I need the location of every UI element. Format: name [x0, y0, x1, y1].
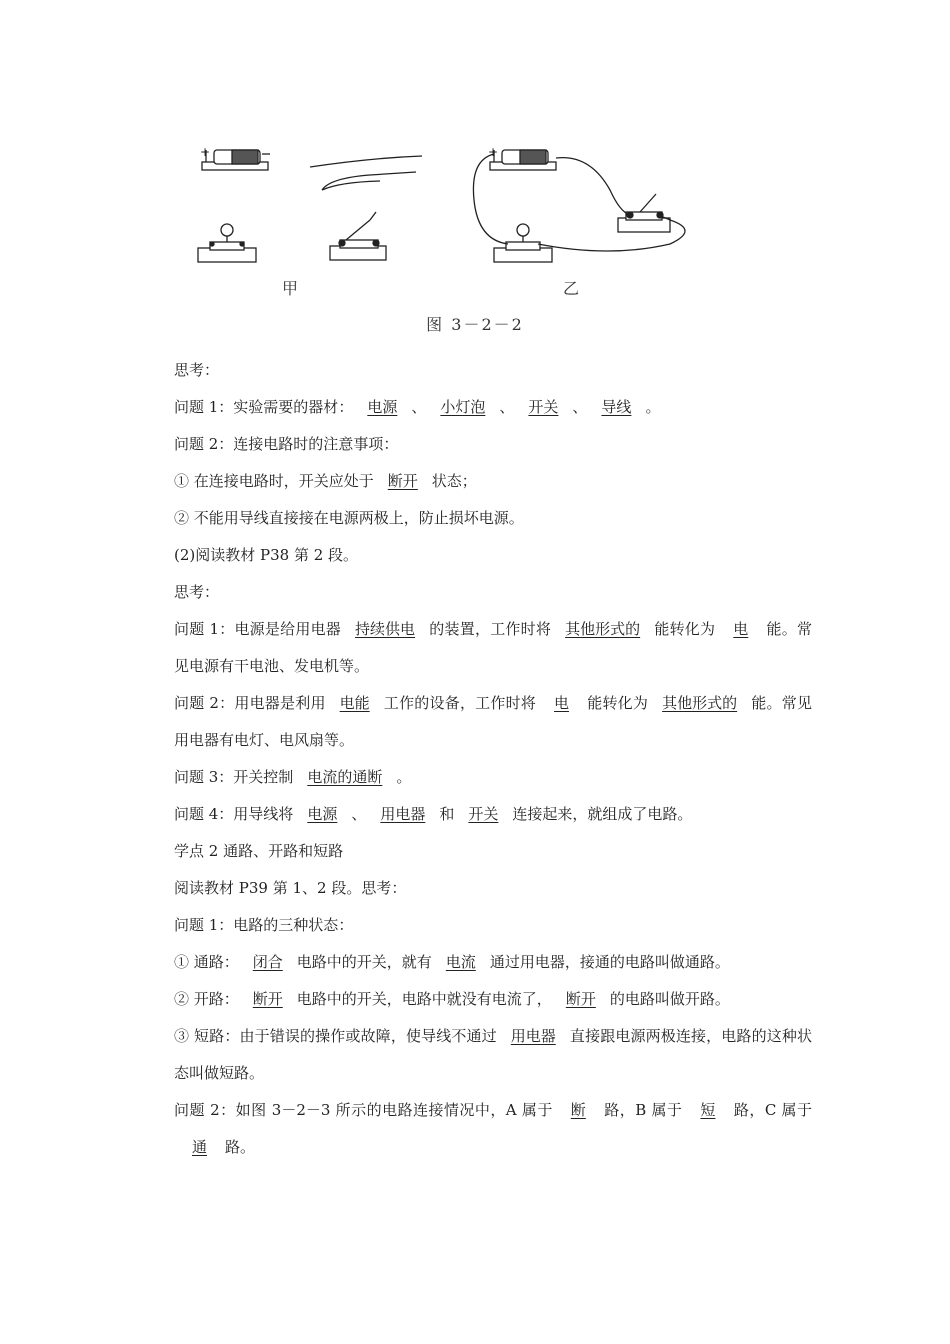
answer-blank: 断开: [565, 990, 596, 1008]
line-text: 问题 2：如图 3－2－3 所示的电路连接情况中，A 属于: [174, 1101, 553, 1119]
text-line: [140, 759, 812, 796]
line-text: 电路中的开关，就有: [296, 953, 432, 971]
text-line: [140, 1092, 812, 1166]
line-text: 能。常见电源有干电池、发电机等。: [174, 620, 812, 675]
text-line: [140, 833, 812, 870]
figure-label-right: 乙: [563, 279, 580, 298]
answer-blank: 开关: [468, 805, 499, 823]
switch-icon: [330, 212, 386, 260]
figure-label-left: 甲: [282, 279, 299, 298]
line-text: 连接起来，就组成了电路。: [512, 805, 693, 823]
line-text: 能转化为: [587, 694, 649, 712]
line-text: 状态；: [431, 472, 477, 490]
answer-blank: 电流的通断: [307, 768, 383, 786]
line-text: 学点 2 通路、开路和短路: [174, 842, 344, 860]
answer-blank: 电流: [445, 953, 476, 971]
line-text: 阅读教材 P39 第 1、2 段。思考：: [174, 879, 407, 897]
line-text: 问题 1：实验需要的器材：: [174, 398, 354, 416]
answer-blank: 电源: [367, 398, 398, 416]
text-line: [140, 574, 812, 611]
line-text: 能。常见用电器有电灯、电风扇等。: [174, 694, 812, 749]
answer-blank: 其他形式的: [565, 620, 641, 638]
battery-icon: [200, 145, 270, 170]
answer-blank: 断开: [387, 472, 418, 490]
answer-blank: 开关: [528, 398, 559, 416]
line-text: 。: [645, 398, 661, 416]
line-text: 问题 2：连接电路时的注意事项：: [174, 435, 399, 453]
text-line: [140, 1018, 812, 1092]
line-text: ① 通路：: [174, 953, 239, 971]
line-text: 能转化为: [654, 620, 716, 638]
answer-blank: 电: [733, 620, 749, 638]
text-line: [140, 796, 812, 833]
answer-blank: 电能: [339, 694, 370, 712]
line-text: 。: [396, 768, 412, 786]
line-text: 问题 1：电源是给用电器: [174, 620, 342, 638]
text-line: [140, 685, 812, 759]
answer-blank: 导线: [601, 398, 632, 416]
line-text: 思考：: [174, 583, 220, 601]
svg-text:+: +: [200, 145, 211, 159]
answer-blank: 其他形式的: [662, 694, 738, 712]
line-text: 思考：: [174, 361, 220, 379]
answer-blank: 小灯泡: [440, 398, 486, 416]
line-text: 工作的设备，工作时将: [383, 694, 537, 712]
line-text: ② 不能用导线直接接在电源两极上，防止损坏电源。: [174, 509, 524, 527]
circuit-figure: [190, 140, 710, 340]
answer-blank: 持续供电: [355, 620, 416, 638]
line-text: 、: [351, 805, 367, 823]
text-line: [140, 907, 812, 944]
worksheet-body: [140, 352, 812, 1166]
battery-icon: [488, 145, 556, 170]
answer-blank: 用电器: [510, 1027, 556, 1045]
figure-caption: 图 3－2－2: [426, 315, 524, 334]
text-line: [140, 870, 812, 907]
answer-blank: 通: [192, 1138, 208, 1156]
text-line: [140, 981, 812, 1018]
line-text: 的电路叫做开路。: [609, 990, 730, 1008]
text-line: [140, 352, 812, 389]
line-text: 路，B 属于: [603, 1101, 683, 1119]
line-text: 、: [411, 398, 427, 416]
answer-blank: 断开: [252, 990, 283, 1008]
text-line: [140, 944, 812, 981]
line-text: ③ 短路：由于错误的操作或故障，使导线不通过: [174, 1027, 497, 1045]
text-line: [140, 500, 812, 537]
answer-blank: 闭合: [252, 953, 283, 971]
line-text: 、: [572, 398, 588, 416]
line-text: 问题 1：电路的三种状态：: [174, 916, 354, 934]
text-line: [140, 426, 812, 463]
line-text: 、: [499, 398, 515, 416]
line-text: 通过用电器，接通的电路叫做通路。: [489, 953, 730, 971]
text-line: [140, 537, 812, 574]
wire-icon: [310, 156, 422, 190]
line-text: 的装置，工作时将: [429, 620, 552, 638]
answer-blank: 电: [554, 694, 570, 712]
line-text: 路，C 属于: [733, 1101, 812, 1119]
line-text: (2)阅读教材 P38 第 2 段。: [174, 546, 359, 564]
line-text: ① 在连接电路时，开关应处于: [174, 472, 374, 490]
answer-blank: 短: [700, 1101, 716, 1119]
line-text: 和: [439, 805, 455, 823]
line-text: 问题 3：开关控制: [174, 768, 294, 786]
line-text: 直接跟电源两极连接，电路的这种状态叫做短路。: [174, 1027, 812, 1082]
answer-blank: 断: [570, 1101, 586, 1119]
line-text: ② 开路：: [174, 990, 239, 1008]
text-line: [140, 463, 812, 500]
answer-blank: 电源: [307, 805, 338, 823]
svg-text:+: +: [488, 145, 499, 159]
text-line: [140, 611, 812, 685]
bulb-icon: [198, 224, 256, 262]
line-text: 路。: [225, 1138, 256, 1156]
line-text: 问题 4：用导线将: [174, 805, 294, 823]
line-text: 问题 2：用电器是利用: [174, 694, 326, 712]
line-text: 电路中的开关，电路中就没有电流了，: [296, 990, 552, 1008]
answer-blank: 用电器: [380, 805, 426, 823]
text-line: [140, 389, 812, 426]
